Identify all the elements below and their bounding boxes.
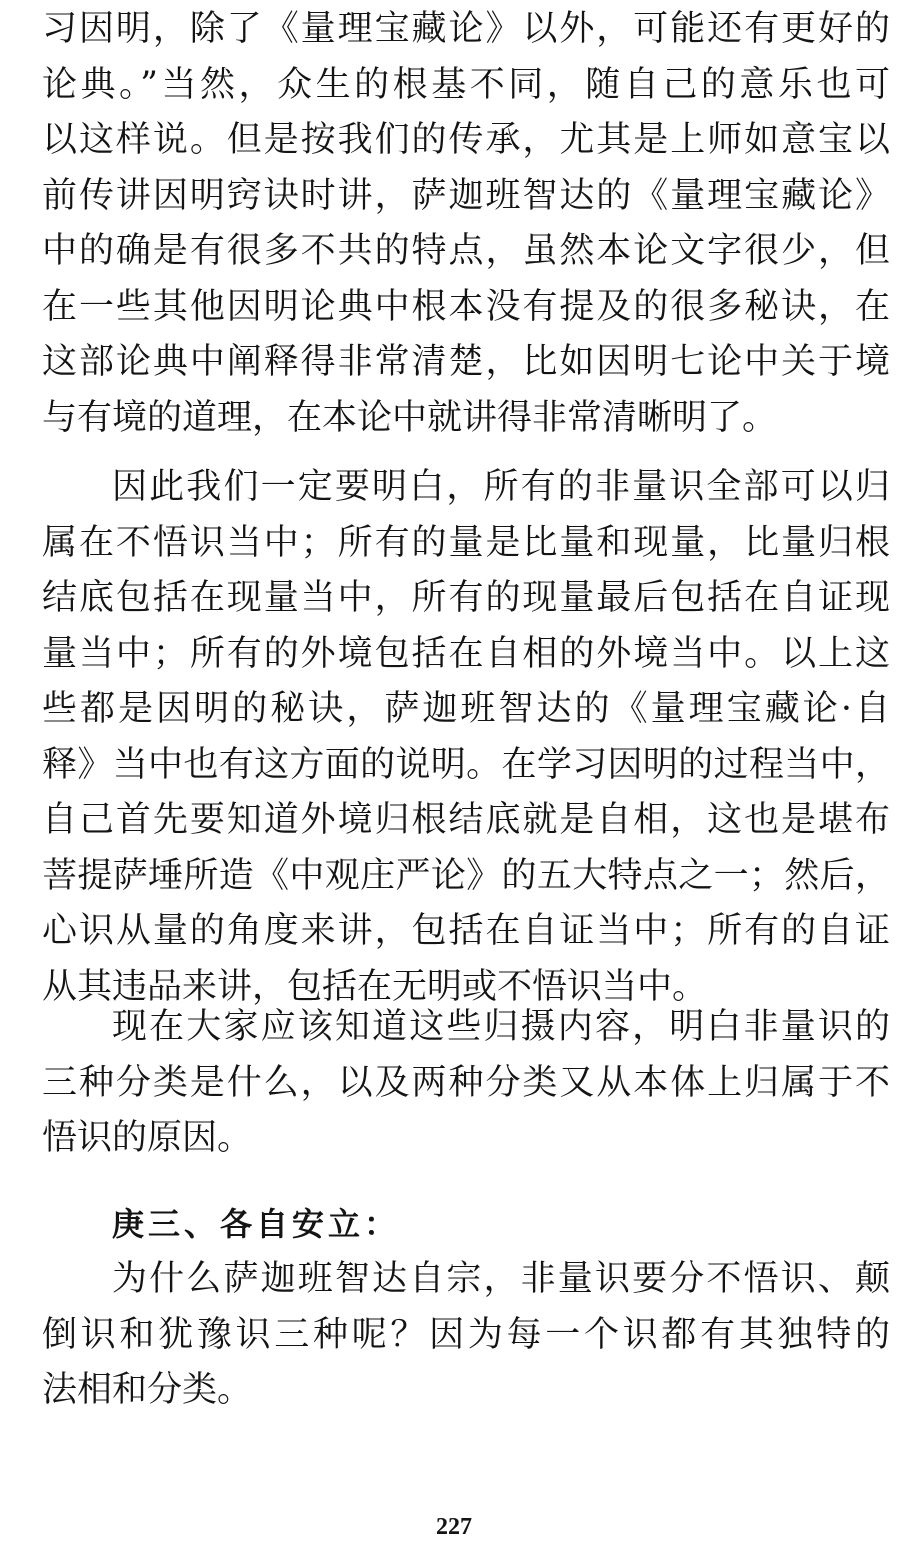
text-line: 属在不悟识当中；所有的量是比量和现量，比量归根 [42, 522, 890, 563]
text-line: 为什么萨迦班智达自宗，非量识要分不悟识、颠 [112, 1259, 890, 1299]
text-line: 菩提萨埵所造《中观庄严论》的五大特点之一；然后， [42, 855, 890, 896]
text-line: 心识从量的角度来讲，包括在自证当中；所有的自证 [42, 911, 890, 951]
text-line: 前传讲因明窍诀时讲，萨迦班智达的《量理宝藏论》 [42, 175, 890, 216]
text-line: 与有境的道理，在本论中就讲得非常清晰明了。 [42, 397, 778, 438]
section-heading [112, 1197, 612, 1253]
text-line: 现在大家应该知道这些归摄内容，明白非量识的 [112, 1007, 890, 1047]
text-line: 习因明，除了《量理宝藏论》以外，可能还有更好的 [42, 9, 890, 49]
text-line: 法相和分类。 [42, 1370, 253, 1410]
text-line: 中的确是有很多不共的特点，虽然本论文字很少，但 [42, 231, 890, 271]
text-line: 这部论典中阐释得非常清楚，比如因明七论中关于境 [42, 342, 890, 382]
text-line: 倒识和犹豫识三种呢？因为每一个识都有其独特的 [42, 1314, 890, 1355]
text-line: 以这样说。但是按我们的传承，尤其是上师如意宝以 [42, 120, 890, 160]
page-number: 227 [436, 1514, 472, 1540]
paragraph-2 [42, 460, 890, 1015]
text-line: 在一些其他因明论典中根本没有提及的很多秘诀，在 [42, 286, 890, 327]
section-heading-text: 庚三、各自安立： [112, 1205, 401, 1243]
text-line: 量当中；所有的外境包括在自相的外境当中。以上这 [42, 633, 890, 674]
text-line: 结底包括在现量当中，所有的现量最后包括在自证现 [42, 578, 890, 618]
text-line: 自己首先要知道外境归根结底就是自相，这也是堪布 [42, 800, 890, 840]
text-line: 三种分类是什么，以及两种分类又从本体上归属于不 [42, 1062, 890, 1103]
text-line: 悟识的原因。 [42, 1118, 253, 1158]
text-line: 论典。”当然，众生的根基不同，随自己的意乐也可 [42, 64, 890, 105]
paragraph-3 [42, 1000, 890, 1167]
paragraph-1 [42, 2, 890, 446]
paragraph-4 [42, 1252, 890, 1419]
text-line: 释》当中也有这方面的说明。在学习因明的过程当中， [42, 744, 890, 785]
text-line: 些都是因明的秘诀，萨迦班智达的《量理宝藏论·自 [42, 689, 890, 729]
text-line: 因此我们一定要明白，所有的非量识全部可以归 [112, 467, 890, 507]
text-line: 从其违品来讲，包括在无明或不悟识当中。 [42, 966, 708, 1007]
